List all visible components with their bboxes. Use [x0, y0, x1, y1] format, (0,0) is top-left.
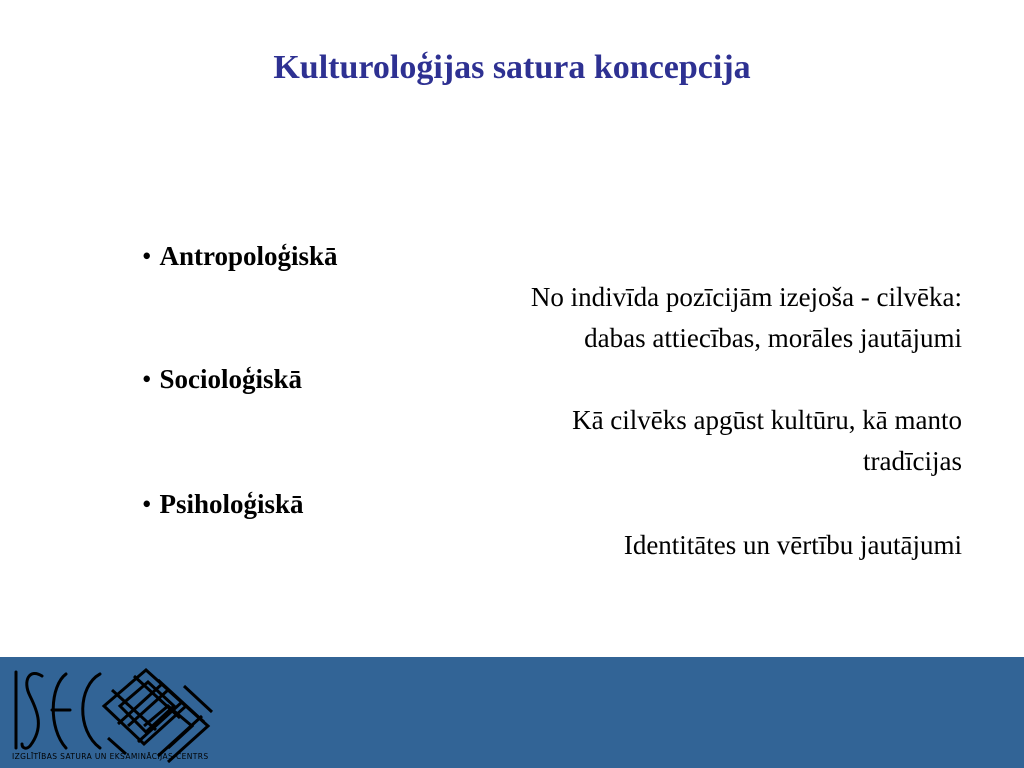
- bullet-description: [142, 525, 962, 566]
- bullet-item-antropologiska: [142, 236, 962, 277]
- bullet-heading: Antropoloģiskā: [159, 241, 338, 271]
- bullet-heading: Psiholoģiskā: [159, 489, 304, 519]
- bullet-icon: •: [142, 489, 152, 519]
- bullet-description: [142, 277, 962, 359]
- bullet-item-psihologiska: [142, 484, 962, 525]
- bullet-list: [142, 236, 962, 566]
- bullet-icon: •: [142, 241, 152, 271]
- description-line: Kā cilvēks apgūst kultūru, kā manto: [572, 405, 962, 435]
- bullet-heading: Socioloģiskā: [159, 364, 302, 394]
- description-line: Identitātes un vērtību jautājumi: [623, 530, 962, 560]
- logo-tagline: IZGLĪTĪBAS SATURA UN EKSAMINĀCIJAS CENTRS: [12, 752, 209, 761]
- description-line: dabas attiecības, morāles jautājumi: [584, 323, 962, 353]
- description-line: tradīcijas: [863, 446, 962, 476]
- slide-title: Kulturoloģijas satura koncepcija: [273, 49, 751, 86]
- bullet-description: [142, 400, 962, 482]
- bullet-item-sociologiska: [142, 359, 962, 400]
- bullet-icon: •: [142, 364, 152, 394]
- description-line: No indivīda pozīcijām izejoša - cilvēka:: [530, 282, 962, 312]
- isec-logo: [8, 666, 220, 766]
